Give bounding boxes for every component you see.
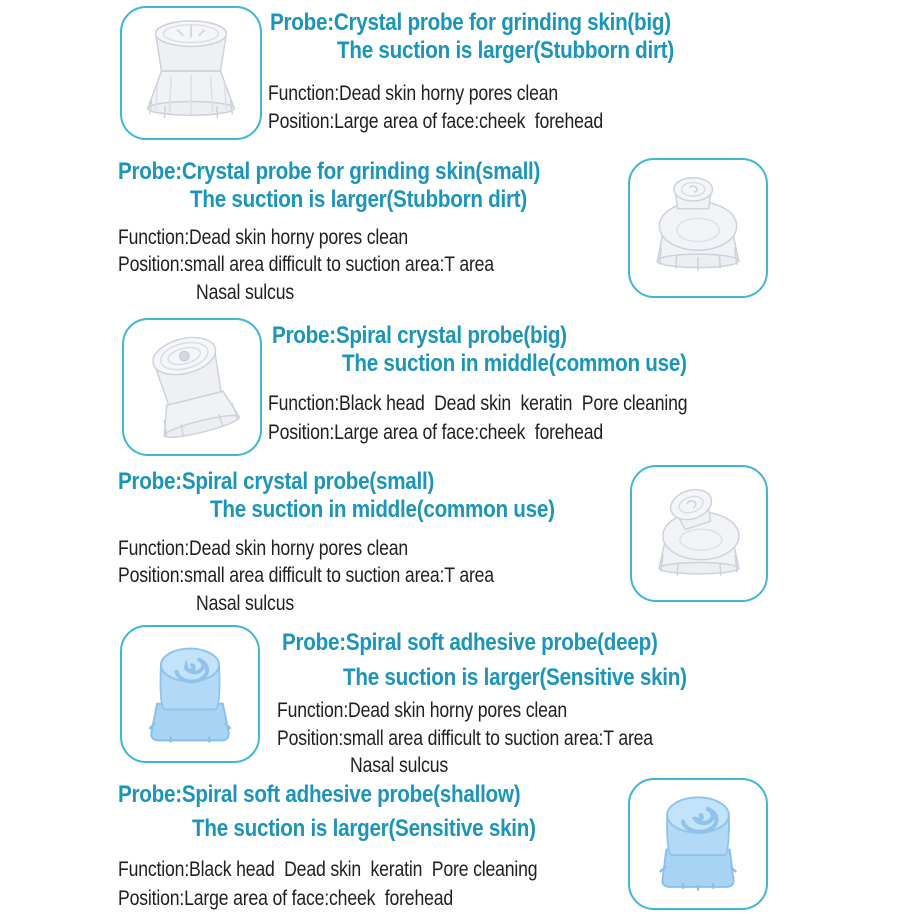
section4-position-line: Position:small area difficult to suction area:T area <box>118 564 494 587</box>
spiral-soft-adhesive-probe-shallow-image <box>642 788 754 900</box>
section3-title-line1: Probe:Spiral crystal probe(big) <box>272 322 567 349</box>
section4-position-extra: Nasal sulcus <box>196 592 294 615</box>
section3-title-line2: The suction in middle(common use) <box>342 350 687 377</box>
section6-title-line1: Probe:Spiral soft adhesive probe(shallow) <box>118 781 521 808</box>
section4-title-line2: The suction in middle(common use) <box>210 496 555 523</box>
spiral-soft-adhesive-probe-deep-image <box>132 636 248 752</box>
section1-position-line: Position:Large area of face:cheek forehead <box>268 110 604 133</box>
section5-position-extra: Nasal sulcus <box>350 754 448 777</box>
probe-image-box-2 <box>628 158 768 298</box>
section2-title-line1: Probe:Crystal probe for grinding skin(small) <box>118 158 541 185</box>
section5-position-line: Position:small area difficult to suction area:T area <box>277 727 653 750</box>
section2-position-extra: Nasal sulcus <box>196 281 294 304</box>
section1-title-line1: Probe:Crystal probe for grinding skin(big) <box>270 9 671 36</box>
crystal-probe-big-image <box>132 14 250 132</box>
section3-function-line: Function:Black head Dead skin keratin Pore cleaning <box>268 392 688 415</box>
spiral-crystal-probe-small-image <box>642 477 756 591</box>
probe-image-box-3 <box>122 318 262 456</box>
probe-image-box-5 <box>120 625 260 763</box>
section6-position-line: Position:Large area of face:cheek forehead <box>118 887 454 910</box>
section2-function-line: Function:Dead skin horny pores clean <box>118 226 409 249</box>
section5-function-line: Function:Dead skin horny pores clean <box>277 699 568 722</box>
section2-title-line2: The suction is larger(Stubborn dirt) <box>190 186 528 213</box>
probe-image-box-1 <box>120 6 262 140</box>
section1-function-line: Function:Dead skin horny pores clean <box>268 82 559 105</box>
section5-title-line2: The suction is larger(Sensitive skin) <box>343 664 687 691</box>
section6-title-line2: The suction is larger(Sensitive skin) <box>192 815 536 842</box>
spiral-crystal-probe-big-image <box>134 329 250 445</box>
section6-function-line: Function:Black head Dead skin keratin Pore cleaning <box>118 858 538 881</box>
section2-position-line: Position:small area difficult to suction area:T area <box>118 253 494 276</box>
section4-function-line: Function:Dead skin horny pores clean <box>118 537 409 560</box>
section3-position-line: Position:Large area of face:cheek forehead <box>268 421 604 444</box>
crystal-probe-small-image <box>640 170 756 286</box>
section1-title-line2: The suction is larger(Stubborn dirt) <box>337 37 675 64</box>
probe-image-box-4 <box>630 465 768 602</box>
section5-title-line1: Probe:Spiral soft adhesive probe(deep) <box>282 629 658 656</box>
probe-image-box-6 <box>628 778 768 910</box>
section4-title-line1: Probe:Spiral crystal probe(small) <box>118 468 435 495</box>
